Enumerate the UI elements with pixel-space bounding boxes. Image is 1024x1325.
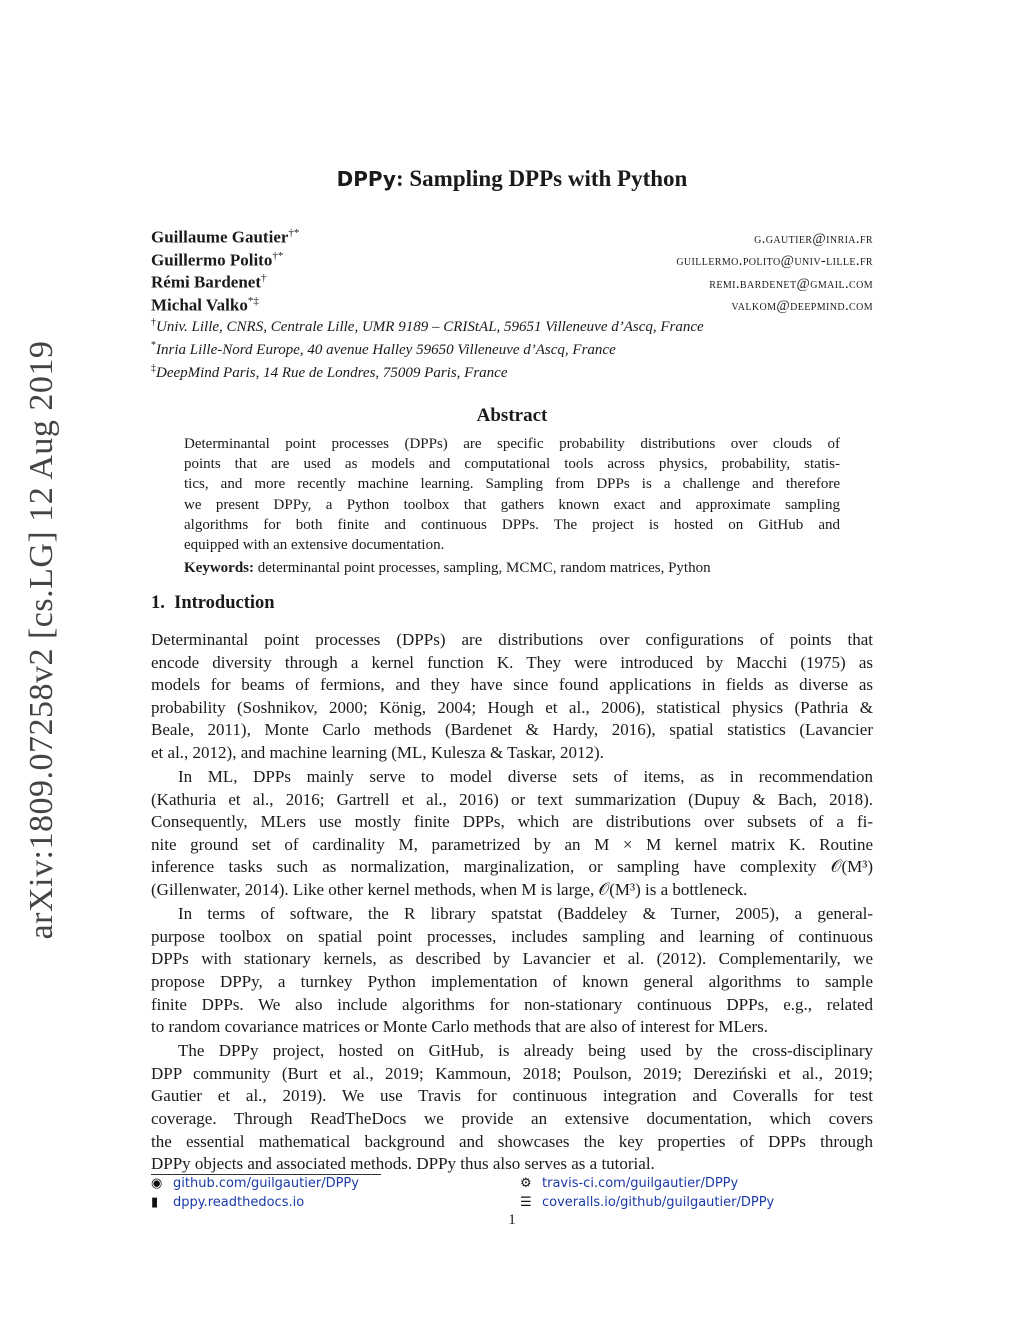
body-line: (Kathuria et al., 2016; Gartrell et al., 2016) or text summarization (Dupuy & Bach, 2018). xyxy=(151,789,873,809)
body-line: inference tasks such as normalization, marginalization, or sampling have complexity 𝒪(M³) xyxy=(151,857,873,877)
body-line: In ML, DPPs mainly serve to model diverse sets of items, as in recommendation xyxy=(178,767,873,787)
author-name: Guillaume Gautier†* xyxy=(151,227,300,247)
paragraph xyxy=(151,766,873,902)
paragraph xyxy=(151,903,873,1039)
body-line: DPP community (Burt et al., 2019; Kammoun, 2018; Poulson, 2019; Dereziński et al., 2019; xyxy=(151,1063,873,1083)
list-icon: ☰ xyxy=(520,1195,532,1210)
body-line: finite DPPs. We also include algorithms for non-stationary continuous DPPs, e.g., related xyxy=(151,994,873,1014)
affiliation: †Univ. Lille, CNRS, Centrale Lille, UMR 9189 – CRIStAL, 59651 Villeneuve d’Ascq, France xyxy=(151,317,704,335)
body-line: probability (Soshnikov, 2000; König, 2004; Hough et al., 2006), statistical physics (Pathria & xyxy=(151,697,873,717)
author-email[interactable]: valkom@deepmind.com xyxy=(731,298,873,315)
keywords-label: Keywords: xyxy=(184,560,254,577)
body-line: propose DPPy, a turnkey Python implementation of known general algorithms to sample xyxy=(151,971,873,991)
author-name: Guillermo Polito†* xyxy=(151,249,284,270)
author-name: Michal Valko*‡ xyxy=(151,294,259,315)
abstract-line: we present DPPy, a Python toolbox that gathers known exact and approximate sampling xyxy=(184,496,840,513)
body-line: Consequently, MLers use mostly finite DPPs, which are distributions over subsets of a fi- xyxy=(151,812,873,832)
footnote-travis[interactable]: ⚙ travis-ci.com/guilgautier/DPPy xyxy=(520,1176,739,1191)
gears-icon: ⚙ xyxy=(520,1176,532,1191)
body-line: models for beams of fermions, and they have since found applications in fields as diverse as xyxy=(151,675,873,695)
footnote-coveralls[interactable]: ☰ coveralls.io/github/guilgautier/DPPy xyxy=(520,1195,775,1210)
keywords-text: determinantal point processes, sampling, MCMC, random matrices, Python xyxy=(257,560,711,577)
arxiv-id: arXiv:1809.07258v2 [cs.LG] 12 Aug 2019 xyxy=(23,340,60,940)
abstract-line: equipped with an extensive documentation. xyxy=(184,537,445,554)
author-row xyxy=(151,295,873,318)
body-line: Beale, 2011), Monte Carlo methods (Bardenet & Hardy, 2016), spatial statistics (Lavancier xyxy=(151,720,873,740)
body-line: purpose toolbox on spatial point processes, includes sampling and learning of continuous xyxy=(151,926,873,946)
abstract-body xyxy=(184,434,840,578)
paragraph xyxy=(151,1040,873,1176)
book-icon: ▮ xyxy=(151,1195,159,1210)
body-line: The DPPy project, hosted on GitHub, is already being used by the cross-disciplinary xyxy=(178,1041,873,1061)
body-line: DPPs with stationary kernels, as described by Lavancier et al. (2012). Complementarily, we xyxy=(151,949,873,969)
paragraph xyxy=(151,629,873,765)
footnote-readthedocs[interactable]: ▮ dppy.readthedocs.io xyxy=(151,1195,305,1210)
page-number: 1 xyxy=(508,1212,516,1228)
footnote-github[interactable]: ◉ github.com/guilgautier/DPPy xyxy=(151,1176,359,1191)
body-line: the essential mathematical background and showcases the key properties of DPPs through xyxy=(151,1131,873,1151)
author-email[interactable]: remi.bardenet@gmail.com xyxy=(709,275,873,292)
github-icon: ◉ xyxy=(151,1176,163,1191)
body-line: et al., 2012), and machine learning (ML, Kulesza & Taskar, 2012). xyxy=(151,742,604,762)
section-heading: 1. Introduction xyxy=(151,593,275,613)
affiliation: *Inria Lille-Nord Europe, 40 avenue Halley 59650 Villeneuve d’Ascq, France xyxy=(151,339,616,358)
author-email[interactable]: guillermo.polito@univ-lille.fr xyxy=(676,253,873,270)
abstract-line: points that are used as models and computational tools across physics, probability, statis- xyxy=(184,456,840,473)
intro-body xyxy=(151,629,873,1176)
body-line: DPPy objects and associated methods. DPPy thus also serves as a tutorial. xyxy=(151,1154,655,1174)
abstract-heading: Abstract xyxy=(476,405,548,426)
keywords xyxy=(184,558,840,578)
body-line: coverage. Through ReadTheDocs we provide an extensive documentation, which covers xyxy=(151,1108,873,1128)
body-line: nite ground set of cardinality M, parametrized by an M × M kernel matrix K. Routine xyxy=(151,834,873,854)
author-email[interactable]: g.gautier@inria.fr xyxy=(754,230,873,247)
title-rest: : Sampling DPPs with Python xyxy=(395,166,688,191)
author-block xyxy=(151,227,873,385)
body-line: In terms of software, the R library spatstat (Baddeley & Turner, 2005), a general- xyxy=(178,904,873,924)
body-line: (Gillenwater, 2014). Like other kernel methods, when M is large, 𝒪(M³) is a bottleneck. xyxy=(151,880,748,900)
abstract-line: algorithms for both finite and continuous DPPs. The project is hosted on GitHub and xyxy=(184,516,840,533)
body-line: Gautier et al., 2019). We use Travis for continuous integration and Coveralls for test xyxy=(151,1086,873,1106)
footnote-rule xyxy=(151,1174,381,1175)
paper-title xyxy=(0,166,1024,192)
author-name: Rémi Bardenet† xyxy=(151,272,267,292)
title-name: DPPy xyxy=(336,167,396,191)
body-line: Determinantal point processes (DPPs) are distributions over configurations of points that xyxy=(151,630,873,649)
author-row xyxy=(151,250,873,273)
abstract-line: tics, and more recently machine learning. Sampling from DPPs is a challenge and therefore xyxy=(184,476,840,493)
body-line: encode diversity through a kernel function K. They were introduced by Macchi (1975) as xyxy=(151,652,873,672)
author-row xyxy=(151,272,873,295)
body-line: to random covariance matrices or Monte Carlo methods that are also of interest for MLers. xyxy=(151,1017,768,1037)
author-row xyxy=(151,227,873,250)
abstract-line: Determinantal point processes (DPPs) are specific probability distributions over clouds of xyxy=(184,436,840,452)
affiliation: ‡DeepMind Paris, 14 Rue de Londres, 75009 Paris, France xyxy=(151,362,508,381)
